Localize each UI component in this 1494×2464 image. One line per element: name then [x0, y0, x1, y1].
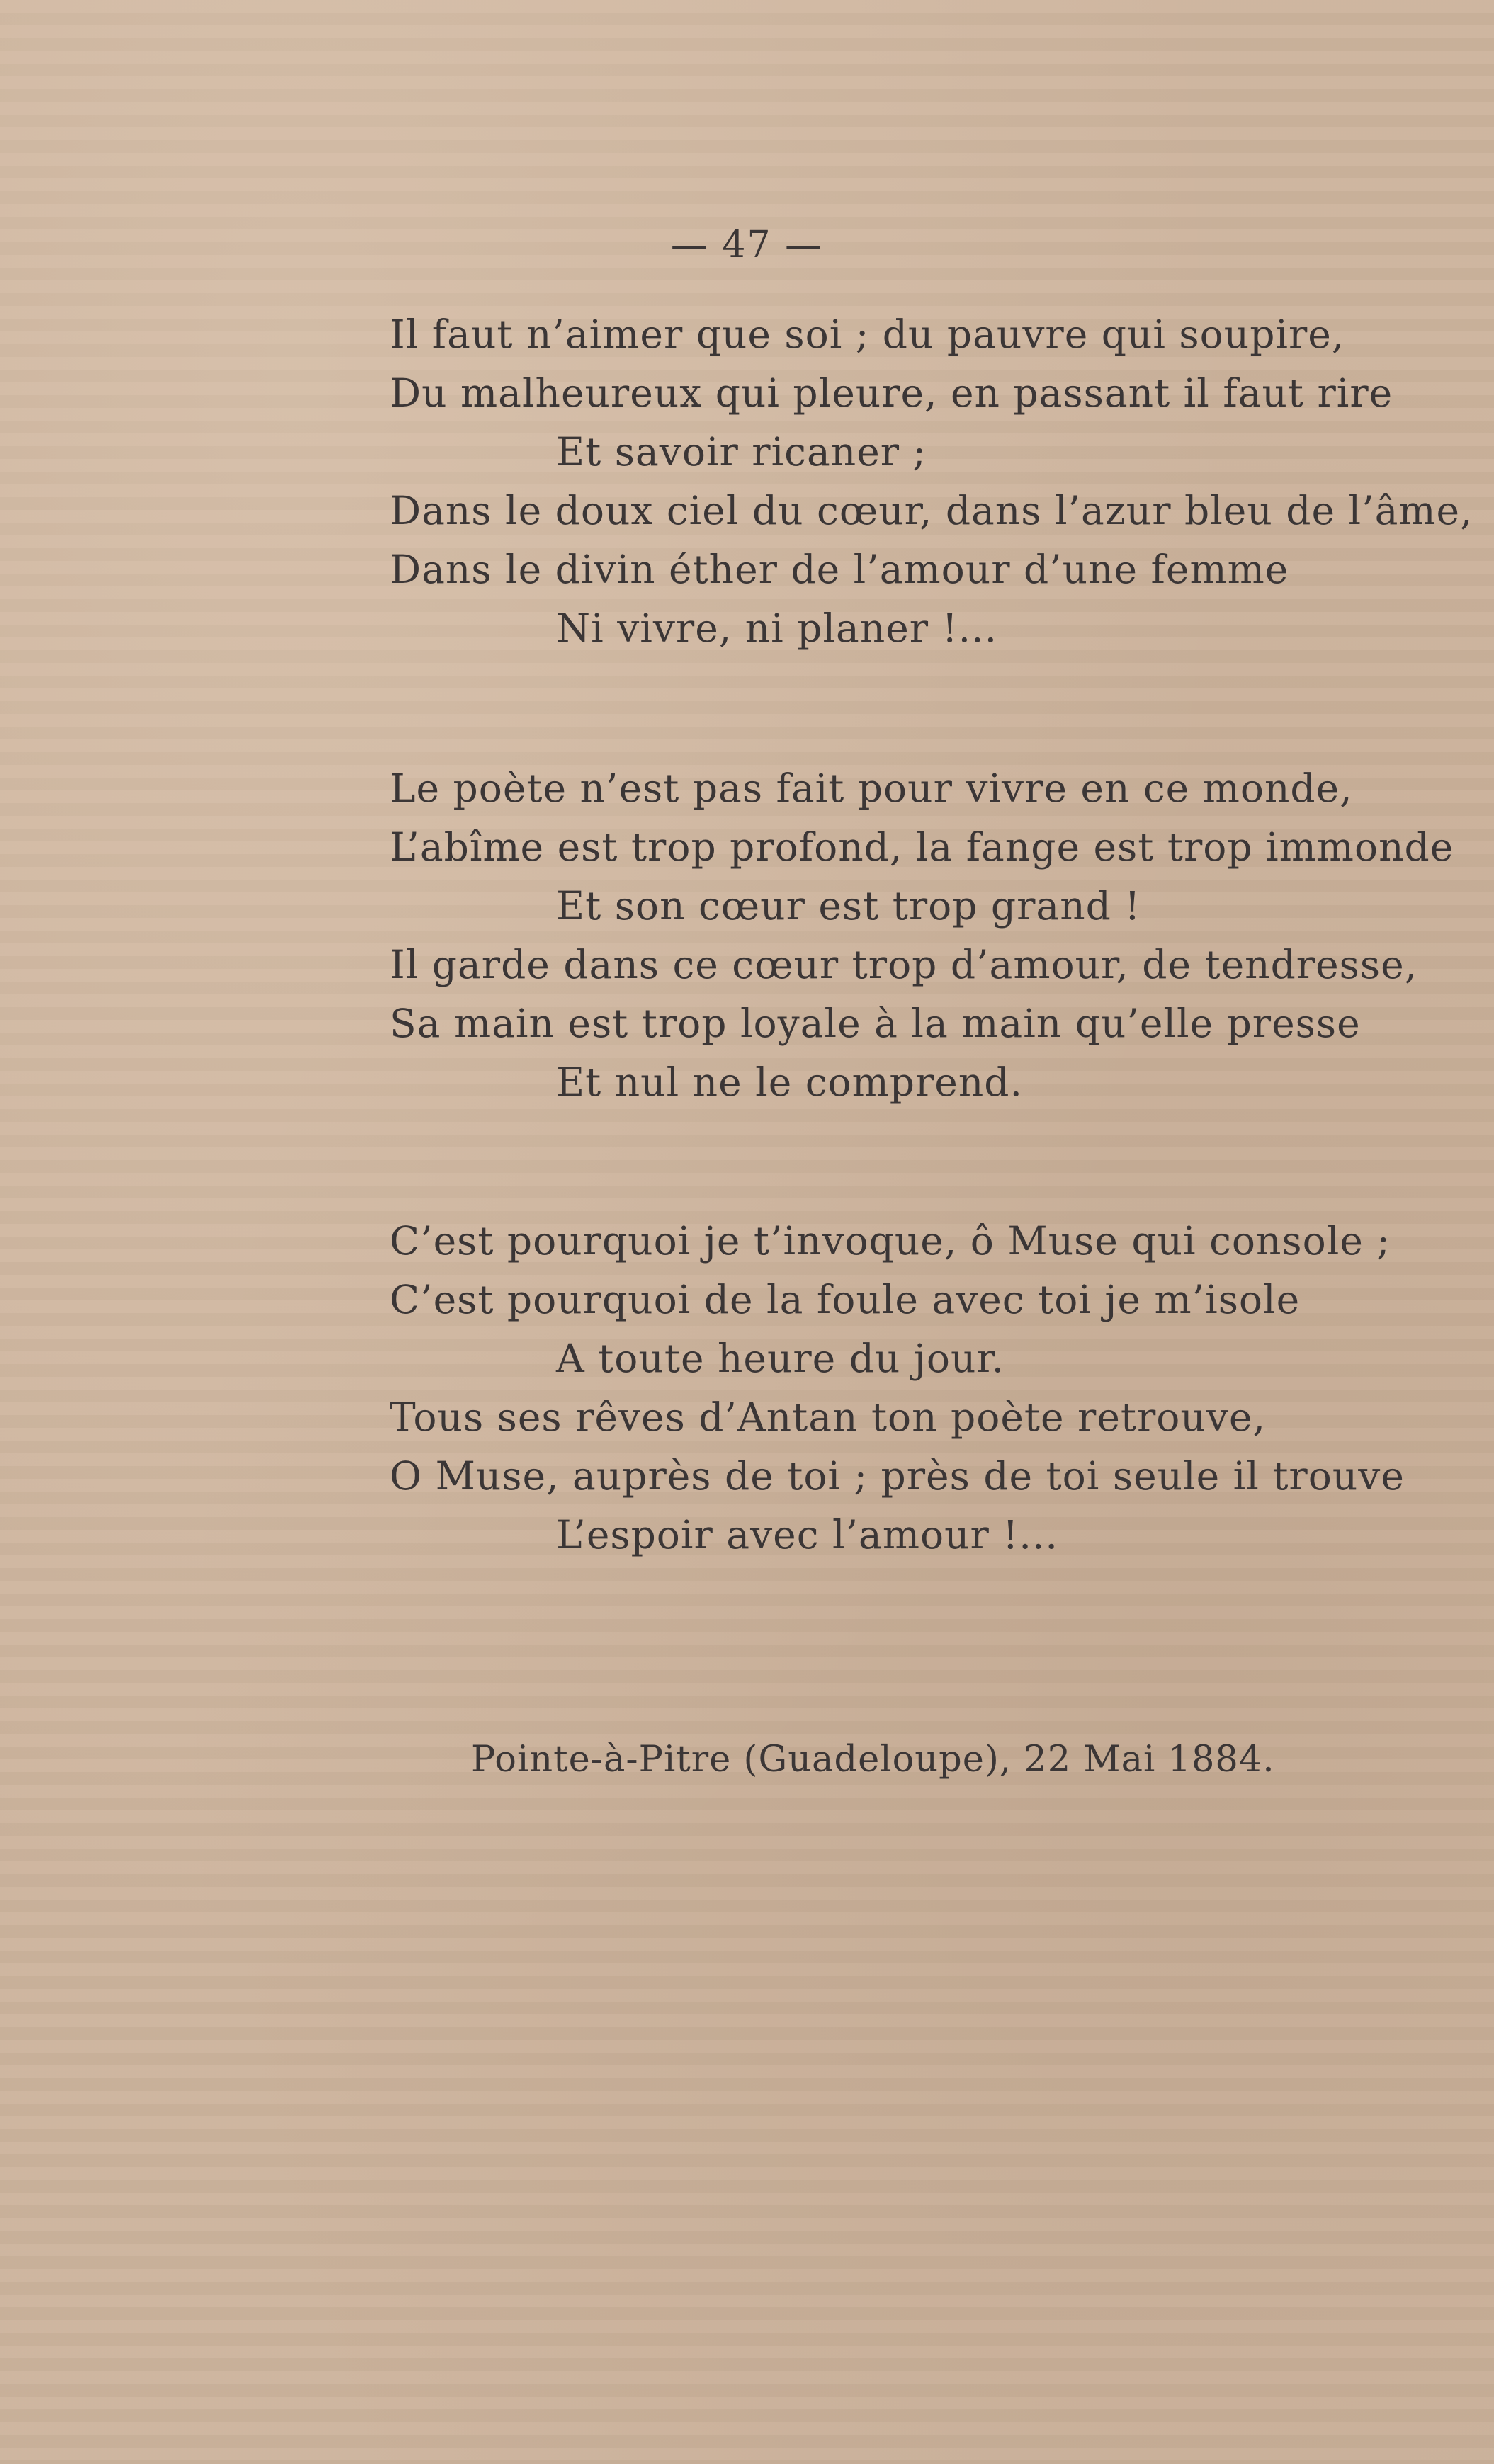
- verse-line: L’espoir avec l’amour !...: [556, 1512, 1058, 1557]
- verse-line: Il garde dans ce cœur trop d’amour, de tendresse,: [390, 942, 1418, 987]
- verse-line: Du malheureux qui pleure, en passant il faut rire: [390, 370, 1393, 416]
- verse-line: Dans le divin éther de l’amour d’une femme: [390, 547, 1289, 592]
- verse-line: Et savoir ricaner ;: [556, 429, 927, 475]
- verse-line: L’abîme est trop profond, la fange est trop immonde: [390, 824, 1454, 870]
- verse-line: Tous ses rêves d’Antan ton poète retrouve,: [390, 1395, 1266, 1440]
- verse-line: Dans le doux ciel du cœur, dans l’azur bleu de l’âme,: [390, 488, 1473, 533]
- verse-line: C’est pourquoi je t’invoque, ô Muse qui console ;: [390, 1218, 1391, 1264]
- page-number: — 47 —: [670, 224, 824, 266]
- verse-line: Et nul ne le comprend.: [556, 1060, 1023, 1105]
- verse-line: Le poète n’est pas fait pour vivre en ce monde,: [390, 766, 1353, 811]
- verse-line: A toute heure du jour.: [556, 1336, 1005, 1381]
- verse-line: C’est pourquoi de la foule avec toi je m’isole: [390, 1277, 1301, 1322]
- verse-line: Il faut n’aimer que soi ; du pauvre qui soupire,: [390, 312, 1345, 357]
- verse-line: Sa main est trop loyale à la main qu’elle presse: [390, 1001, 1361, 1046]
- verse-line: O Muse, auprès de toi ; près de toi seule il trouve: [390, 1453, 1405, 1499]
- verse-line: Ni vivre, ni planer !...: [556, 606, 998, 651]
- verse-line: Et son cœur est trop grand !: [556, 883, 1141, 929]
- place-date-signature: Pointe-à-Pitre (Guadeloupe), 22 Mai 1884.: [471, 1739, 1275, 1781]
